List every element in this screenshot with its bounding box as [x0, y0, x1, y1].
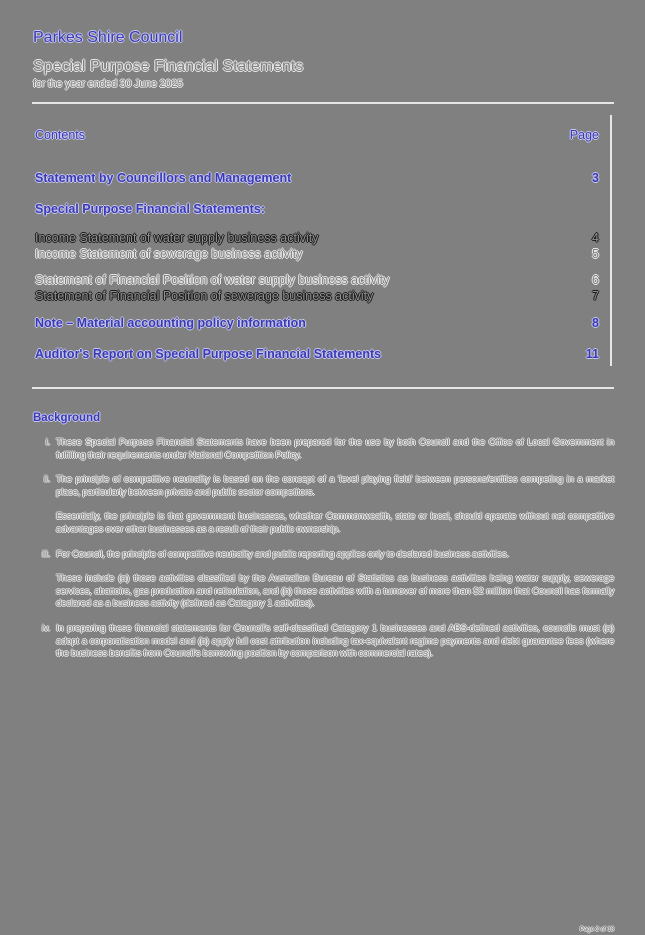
council-name: Parkes Shire Council — [33, 29, 183, 46]
toc-entry-page[interactable]: 8 — [592, 316, 599, 330]
toc-entry-label[interactable]: Statement of Financial Position of water supply business activity — [35, 273, 390, 287]
contents-heading: Contents — [35, 128, 86, 142]
toc-entry-page[interactable]: 7 — [592, 289, 599, 303]
item-number: iii. — [41, 548, 50, 560]
toc-section-label: Special Purpose Financial Statements: — [35, 202, 265, 216]
background-list — [32, 437, 614, 673]
item-paragraph: The principle of competitive neutrality is based on the concept of a 'level playing field' between persons/entities competing in a market place, particularly between private and public sector competitors. — [56, 474, 614, 498]
page-column-heading: Page — [569, 128, 599, 142]
toc-entry-label[interactable]: Auditor's Report on Special Purpose Financial Statements — [35, 347, 382, 361]
item-paragraph: In preparing these financial statements for Council's self-classified Category 1 businesses and ABS-defined activities, councils must (a) adopt a corporatisation model and (b) apply full cost attribution including tax-equivalent regime payments and debt guarantee fees (where the business benefits from Council's borrowing position by comparison with commercial rates). — [56, 622, 614, 660]
background-item — [32, 474, 614, 536]
toc-entry-page[interactable]: 3 — [592, 171, 599, 185]
item-paragraph: These Special Purpose Financial Statements have been prepared for the use by both Council and the Office of Local Government in fulfilling their requirements under National Competition Policy. — [56, 437, 614, 461]
toc-entry-page[interactable]: 11 — [585, 347, 599, 361]
toc-entry-page[interactable]: 4 — [592, 231, 599, 245]
background-item — [32, 549, 614, 611]
toc-entry-label[interactable]: Income Statement of sewerage business activity — [35, 247, 303, 261]
top-divider — [32, 102, 614, 104]
background-item — [32, 623, 614, 661]
item-number: ii. — [43, 474, 50, 486]
item-number: i. — [45, 437, 50, 448]
toc-entry-label[interactable]: Statement of Financial Position of sewerage business activity — [35, 289, 374, 303]
item-paragraph: For Council, the principle of competitive neutrality and public reporting applies only to declared business activities. — [56, 548, 509, 560]
toc-entry-label[interactable]: Statement by Councillors and Management — [35, 171, 292, 185]
toc-entry-page[interactable]: 5 — [592, 247, 599, 261]
contents-right-border — [610, 115, 612, 366]
background-heading: Background — [33, 412, 101, 424]
toc-entry-label[interactable]: Income Statement of water supply business activity — [35, 231, 319, 245]
page-number: Page 2 of 18 — [579, 927, 614, 933]
background-item — [32, 437, 614, 462]
item-paragraph: Essentially, the principle is that government businesses, whether Commonwealth, state or local, should operate without net competitive advantages over other businesses as a result of their public ownership. — [56, 511, 614, 535]
document-subtitle: for the year ended 30 June 2025 — [33, 78, 183, 90]
item-number: iv. — [41, 622, 50, 634]
contents-bottom-divider — [32, 387, 614, 389]
document-title: Special Purpose Financial Statements — [33, 58, 304, 75]
toc-entry-page[interactable]: 6 — [592, 273, 599, 287]
item-paragraph: These include (a) those activities classified by the Australian Bureau of Statistics as business activities being water supply, sewerage services, abattoirs, gas production and reticulation, and (b) those activities with a turnover of more than $2 million that Council has formally declared as a business activity (defined as Category 1 activities). — [56, 573, 614, 610]
toc-entry-label[interactable]: Note – Material accounting policy information — [35, 316, 306, 330]
